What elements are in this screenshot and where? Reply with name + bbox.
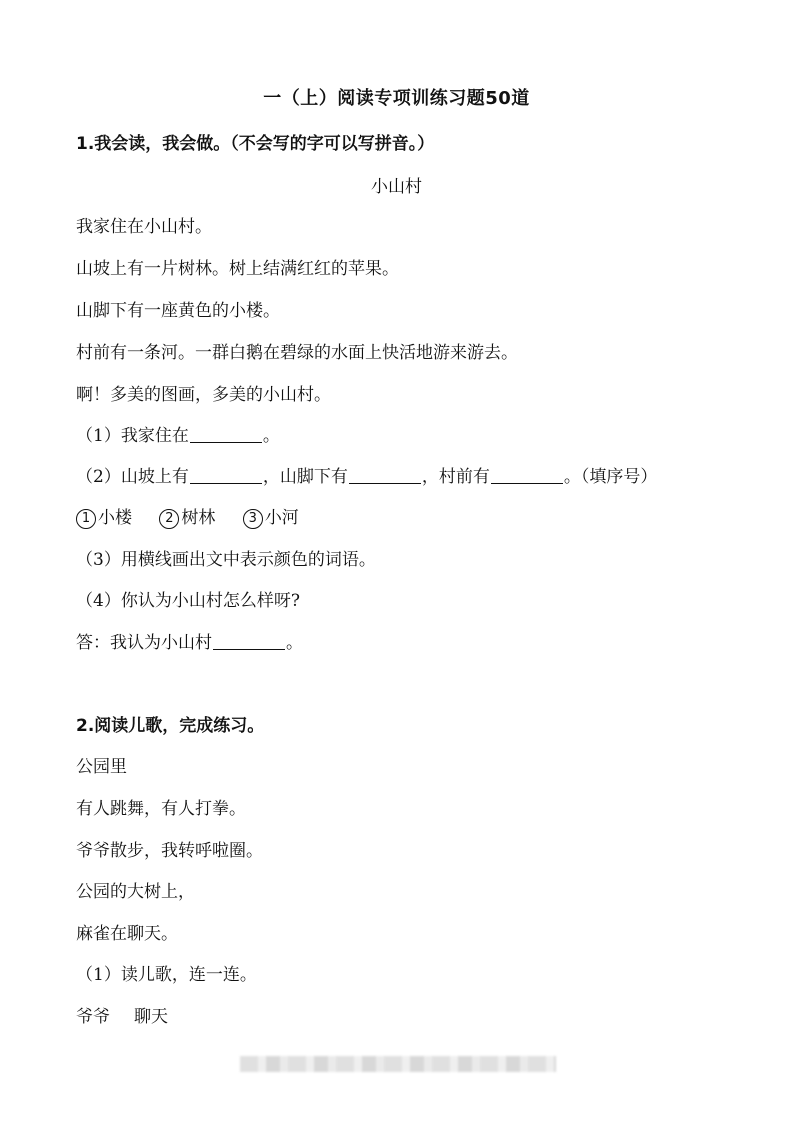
question-1-suffix: 。 [262,426,280,446]
story-line-4: 村前有一条河。一群白鹅在碧绿的水面上快活地游来游去。 [76,343,518,363]
option-1 [76,503,132,529]
question-1-prefix: （1）我家住在 [76,426,189,446]
option-2 [159,503,215,529]
question-1 [76,421,280,446]
option-label: 树林 [181,508,216,528]
answer-prefix: 答：我认为小山村 [76,633,212,653]
circled-number: 2 [159,509,179,529]
question-2-part2: ，山脚下有 [262,467,348,487]
question-4: （4）你认为小山村怎么样呀? [76,591,300,611]
section2-heading: 2.阅读儿歌，完成练习。 [76,716,265,736]
story-line-2: 山坡上有一片树林。树上结满红红的苹果。 [76,259,399,279]
option-label: 小楼 [98,508,132,528]
answer-suffix: 。 [286,633,303,653]
question-2-part4: 。（填序号） [563,467,658,487]
story-line-5: 啊！多美的图画，多美的小山村。 [76,385,331,405]
answer-blank[interactable] [190,466,262,484]
section2-question-1: （1）读儿歌，连一连。 [76,965,257,985]
question-2-part3: ，村前有 [421,467,490,487]
circled-number: 3 [243,509,263,529]
poem-line-5: 麻雀在聊天。 [76,924,178,944]
blurred-footer-watermark [240,1056,556,1072]
answer-blank[interactable] [491,466,563,484]
options-row [76,503,321,529]
poem-line-1: 公园里 [76,757,127,777]
question-2-part1: （2）山坡上有 [76,467,189,487]
question-2 [76,462,657,487]
story-title: 小山村 [371,177,422,197]
match-right[interactable]: 聊天 [134,1007,168,1027]
option-label: 小河 [264,508,299,528]
match-left[interactable]: 爷爷 [76,1007,110,1027]
circled-number: 1 [76,509,96,529]
poem-line-3: 爷爷散步，我转呼啦圈。 [76,841,263,861]
page-title: 一（上）阅读专项训练习题50道 [263,88,530,109]
story-line-1: 我家住在小山村。 [76,217,212,237]
match-row [76,1002,168,1027]
answer-blank[interactable] [349,466,421,484]
poem-line-2: 有人跳舞，有人打拳。 [76,799,246,819]
answer-blank[interactable] [213,632,285,650]
section1-heading: 1.我会读，我会做。（不会写的字可以写拼音。） [76,134,435,154]
poem-line-4: 公园的大树上， [76,882,195,902]
story-line-3: 山脚下有一座黄色的小楼。 [76,301,280,321]
answer-line [76,628,303,653]
question-3: （3）用横线画出文中表示颜色的词语。 [76,550,376,570]
option-3 [243,503,299,529]
answer-blank[interactable] [190,425,262,443]
